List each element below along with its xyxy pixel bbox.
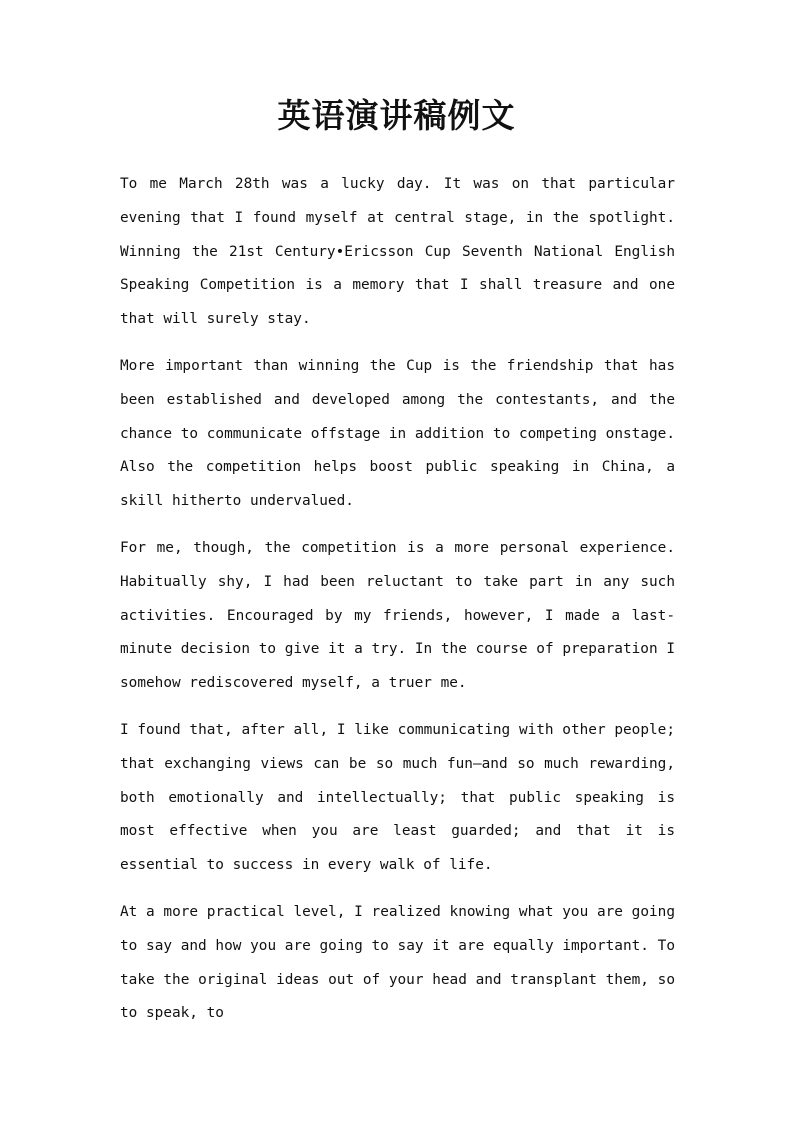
paragraph-2: More important than winning the Cup is the friendship that has been established and developed among the contestants, and the chance to communicate offstage in addition to competing onstage. Also the competition helps boost public speaking in China, a skill hitherto undervalued. <box>120 357 675 510</box>
paragraph-5: At a more practical level, I realized knowing what you are going to say and how you are going to say it are equally important. To take the original ideas out of your head and transplant them, so to speak, to <box>120 903 675 1022</box>
document-body <box>120 168 675 1044</box>
document-title: 英语演讲稿例文 <box>277 96 516 135</box>
paragraph-3: For me, though, the competition is a more personal experience. Habitually shy, I had been reluctant to take part in any such activities. Encouraged by my friends, however, I made a last-minute decision to give it a try. In the course of preparation I somehow rediscovered myself, a truer me. <box>120 539 675 692</box>
paragraph-1: To me March 28th was a lucky day. It was on that particular evening that I found myself at central stage, in the spotlight. Winning the 21st Century•Ericsson Cup Seventh National English Speaking Competition is a memory that I shall treasure and one that will surely stay. <box>120 176 675 328</box>
paragraph-4: I found that, after all, I like communicating with other people; that exchanging views can be so much fun—and so much rewarding, both emotionally and intellectually; that public speaking is most effective when you are least guarded; and that it is essential to success in every walk of life. <box>120 721 675 874</box>
